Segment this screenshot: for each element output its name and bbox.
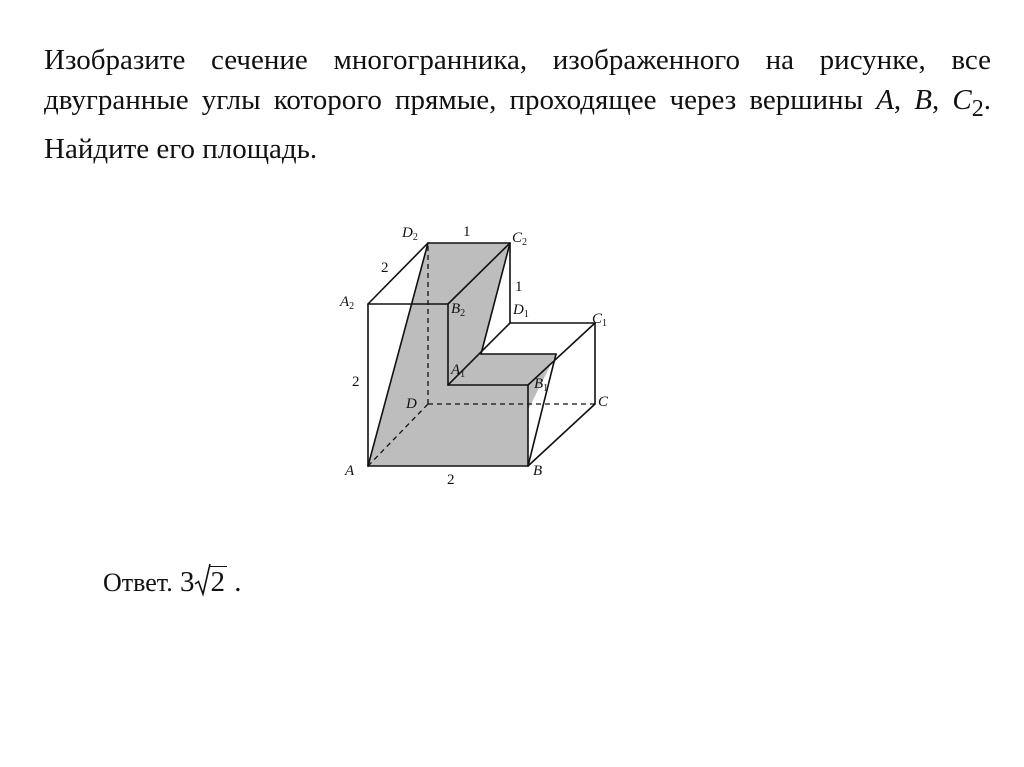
vertex-a-label: A xyxy=(876,84,894,116)
length-label-a-b: 2 xyxy=(447,472,455,488)
vertex-label-b2: $B_2$ xyxy=(451,301,466,319)
answer-coefficient: 3 xyxy=(179,566,195,598)
vertex-label-a1: $A_1$ xyxy=(451,362,466,380)
vertex-b-label: B xyxy=(914,84,932,116)
vertex-label-a: A xyxy=(345,463,355,479)
vertex-label-b1: $B_1$ xyxy=(534,376,549,394)
answer-radicand: 2 xyxy=(210,566,225,598)
problem-text-part1: Изобразите сечение многогранника, изображенного на рисунке, все двугранные углы которого прямые, проходящее через вершины xyxy=(44,44,991,116)
vertex-label-c: C xyxy=(598,394,609,410)
vertex-label-d2: $D_2$ xyxy=(402,225,418,243)
vertex-label-b: B xyxy=(533,463,543,479)
length-label-a2-d2: 2 xyxy=(381,260,389,276)
length-label-c2-d1: 1 xyxy=(515,279,523,295)
length-label-d2-c2: 1 xyxy=(463,224,471,240)
vertex-label-c1: $C_1$ xyxy=(592,311,608,329)
comma-separator: , xyxy=(893,84,915,116)
vertex-label-a2: $A_2$ xyxy=(340,294,355,312)
vertex-label-d: D xyxy=(406,396,417,412)
polyhedron-figure xyxy=(330,210,630,490)
vertex-label-c2: $C_2$ xyxy=(512,230,528,248)
vertex-c2-subscript: 2 xyxy=(971,94,984,122)
vertex-c2-label: C xyxy=(952,84,972,116)
comma-separator: , xyxy=(931,84,953,116)
length-label-a-a2: 2 xyxy=(352,374,360,390)
answer-end: . xyxy=(234,566,242,598)
polyhedron-diagram xyxy=(330,210,630,490)
problem-text-part2: . Найдите его площадь. xyxy=(44,84,992,165)
vertex-label-d1: $D_1$ xyxy=(513,302,529,320)
edge-b-c xyxy=(528,404,595,466)
answer-line xyxy=(103,562,241,608)
problem-statement xyxy=(44,40,991,169)
answer-label: Ответ. xyxy=(103,568,173,597)
